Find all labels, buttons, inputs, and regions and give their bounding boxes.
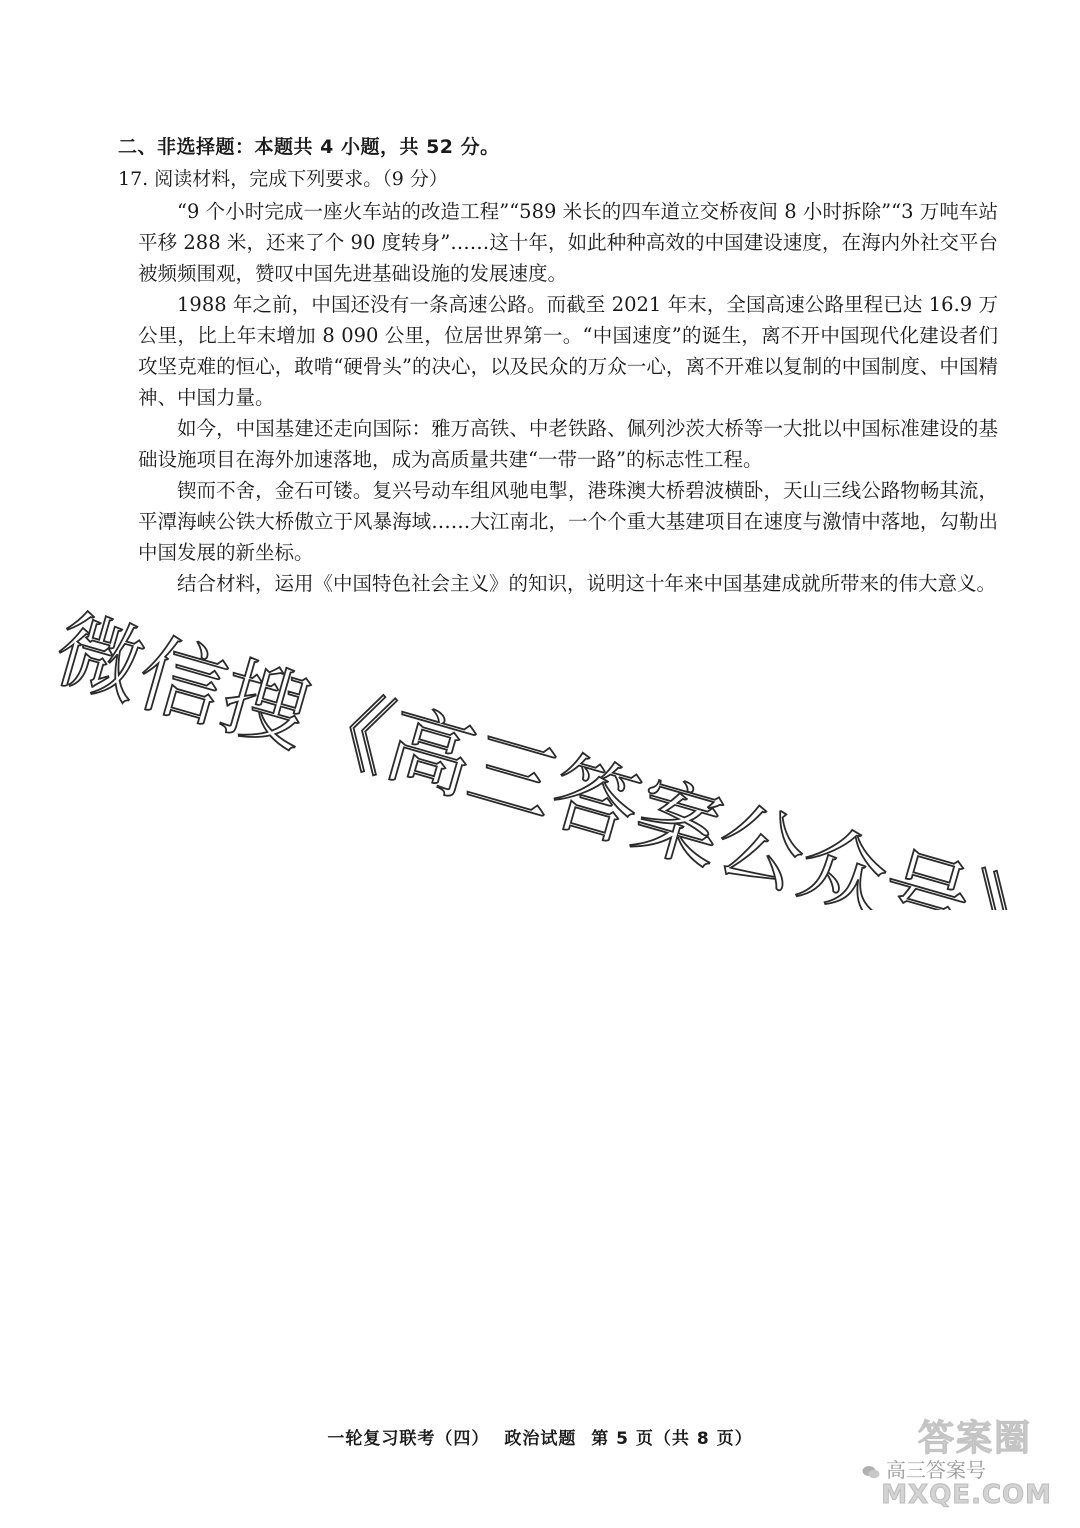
watermark (40, 580, 1060, 910)
corner-logo (862, 1410, 1062, 1520)
logo-title: 答案圈 (917, 1418, 1032, 1459)
question-title: 17. 阅读材料，完成下列要求。（9 分） (118, 168, 448, 190)
material-paragraph-3: 如今，中国基建还走向国际：雅万高铁、中老铁路、佩列沙茨大桥等一大批以中国标准建设的基础设施项目在海外加速落地，成为高质量共建“一带一路”的标志性工程。 (138, 417, 998, 471)
watermark-svg (40, 580, 1060, 910)
section-heading: 二、非选择题：本题共 4 小题，共 52 分。 (118, 136, 500, 158)
logo-channel-text: 高三答案号 (886, 1458, 986, 1482)
material-paragraph-1: “9 个小时完成一座火车站的改造工程”“589 米长的四车道立交桥夜间 8 小时拆除”“3 万吨车站平移 288 米，还来了个 90 度转身”……这十年，如此种种高效的中国建设速度，在海内外社交平台被频频围观，赞叹中国先进基础设施的发展速度。 (138, 200, 998, 285)
question-material (138, 196, 998, 599)
watermark-text: 微信搜《高三答案公众号》 (44, 599, 1060, 910)
footer-page-number: 第 5 页（共 8 页） (591, 1429, 753, 1449)
material-paragraph-2: 1988 年之前，中国还没有一条高速公路。而截至 2021 年末，全国高速公路里程已达 16.9 万公里，比上年末增加 8 090 公里，位居世界第一。“中国速度”的诞生，离不开中国现代化建设者们攻坚克难的恒心，敢啃“硬骨头”的决心，以及民众的万众一心，离不开难以复制的中国制度、中国精神、中国力量。 (138, 293, 998, 409)
footer-exam-name: 一轮复习联考（四） (327, 1429, 490, 1449)
logo-channel (862, 1454, 986, 1483)
wechat-icon (862, 1465, 880, 1479)
question-prompt: 结合材料，运用《中国特色社会主义》的知识，说明这十年来中国基建成就所带来的伟大意义。 (177, 572, 997, 595)
footer-subject: 政治试题 (504, 1429, 577, 1449)
logo-domain: MXQE.COM (881, 1480, 1052, 1510)
material-paragraph-4: 锲而不舍，金石可镂。复兴号动车组风驰电掣，港珠澳大桥碧波横卧，天山三线公路物畅其流，平潭海峡公铁大桥傲立于风暴海域……大江南北，一个个重大基建项目在速度与激情中落地，勾勒出中国发展的新坐标。 (138, 479, 998, 564)
